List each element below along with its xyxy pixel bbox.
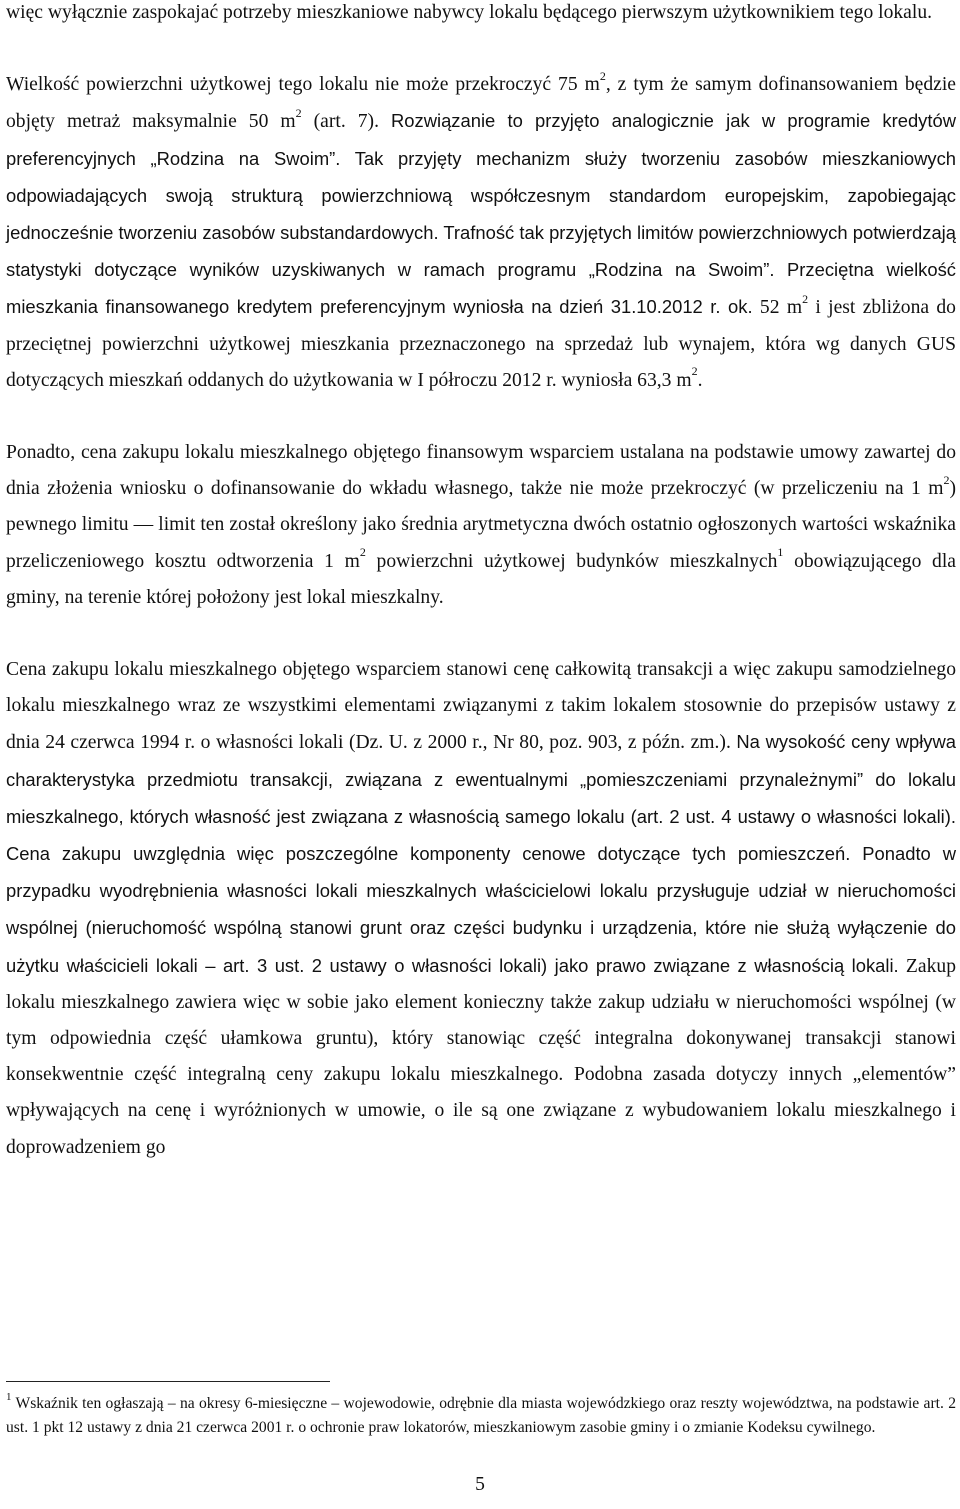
- paragraph-3-text-c: powierzchni użytkowej budynków mieszkalnych: [365, 550, 778, 572]
- paragraph-4-text-c: Zakup lokalu mieszkalnego zawiera więc w sobie jako element konieczny także zakup udziału w nieruchomości wspólnej (w tym odpowiednia część ułamkowa gruntu), który stanowiąc część integralna dokonywanej transakcji stanowi konsekwentnie część integralną ceny zakupu lokalu mieszkalnego. Podobna zasada dotyczy innych „elementów” wpływających na cenę i wyróżnionych w umowie, o ile są one związane z wybudowaniem lokalu mieszkalnego i doprowadzeniem go: [6, 955, 956, 1158]
- footnote-marker: 1: [6, 1390, 12, 1403]
- paragraph-4-text-a: Cena zakupu lokalu mieszkalnego objętego wsparciem stanowi cenę całkowitą transakcji a więc zakupu samodzielnego lokalu mieszkalnego wraz ze wszystkimi elementami związanymi z takim lokalem stosownie do przepisów ustawy z dnia 24 czerwca 1994 r. o własności lokali (Dz. U. z 2000 r., Nr 80, poz. 903, z późn. zm.).: [6, 659, 956, 754]
- paragraph-2-text-e: 52 m: [752, 297, 803, 319]
- paragraph-2-text-c: (art. 7).: [301, 111, 391, 133]
- footnote-reference[interactable]: 1: [777, 545, 784, 560]
- paragraph-3: [6, 435, 956, 616]
- paragraph-4-text-b: Na wysokość ceny wpływa charakterystyka przedmiotu transakcji, związana z ewentualnymi „pomieszczeniami przynależnymi” do lokalu mieszkalnego, których własność jest związana z własnością samego lokalu (art. 2 ust. 4 ustawy o własności lokali). Cena zakupu uwzględnia więc poszczególne komponenty cenowe dotyczące tych pomieszczeń. Ponadto w przypadku wyodrębnienia własności lokali mieszkalnych właścicielowi lokalu przysługuje udział w nieruchomości wspólnej (nieruchomość wspólną stanowi grunt oraz części budynku i urządzenia, które nie służą wyłączenie do użytku właścicieli lokali – art. 3 ust. 2 ustawy o własności lokali) jako prawo związane z własnością lokali.: [6, 731, 956, 976]
- paragraph-3-text-d: obowiązującego dla gminy, na terenie której położony jest lokal mieszkalny.: [6, 550, 956, 608]
- paragraph-2: [6, 67, 956, 399]
- paragraph-3-text-b: ) pewnego limitu — limit ten został określony jako średnia arytmetyczna dwóch ostatnio ogłoszonych wartości wskaźnika przeliczeniowego kosztu odtworzenia 1 m: [6, 478, 956, 572]
- paragraph-2-text-b: , z tym że samym dofinansowaniem będzie objęty metraż maksymalnie 50 m: [6, 74, 957, 133]
- footnote-separator: [6, 1381, 330, 1382]
- document-page: [6, 0, 956, 1166]
- superscript-squared: 2: [359, 545, 366, 560]
- footnote-text: Wskaźnik ten ogłaszają – na okresy 6-miesięczne – wojewodowie, odrębnie dla miasta wojewódzkiego oraz reszty województwa, na podstawie art. 2 ust. 1 pkt 12 ustawy z dnia 21 czerwca 2001 r. o ochronie praw lokatorów, mieszkaniowym zasobie gminy i o zmianie Kodeksu cywilnego.: [6, 1395, 956, 1436]
- paragraph-4: [6, 652, 956, 1166]
- paragraph-1-text: więc wyłącznie zaspokajać potrzeby mieszkaniowe nabywcy lokalu będącego pierwszym użytkownikiem tego lokalu.: [6, 2, 933, 23]
- superscript-squared: 2: [295, 105, 302, 120]
- paragraph-2-text-g: .: [697, 369, 703, 391]
- superscript-squared: 2: [691, 364, 698, 379]
- superscript-squared: 2: [802, 291, 809, 306]
- footnote: [6, 1392, 956, 1440]
- page-number: 5: [475, 1474, 485, 1495]
- paragraph-1: [6, 0, 956, 31]
- paragraph-2-text-a: Wielkość powierzchni użytkowej tego lokalu nie może przekroczyć 75 m: [6, 74, 600, 96]
- superscript-squared: 2: [943, 472, 950, 487]
- paragraph-2-text-f: i jest zbliżona do przeciętnej powierzchni użytkowej mieszkania przeznaczonego na sprzedaż lub wynajem, która wg danych GUS dotyczących mieszkań oddanych do użytkowania w I półroczu 2012 r. wyniosła 63,3 m: [6, 297, 956, 391]
- superscript-squared: 2: [599, 68, 606, 83]
- paragraph-3-text-a: Ponadto, cena zakupu lokalu mieszkalnego objętego finansowym wsparciem ustalana na podstawie umowy zawartej do dnia złożenia wniosku o dofinansowanie do wkładu własnego, także nie może przekroczyć (w przeliczeniu na 1 m: [6, 442, 956, 500]
- paragraph-2-text-d: Rozwiązanie to przyjęto analogicznie jak w programie kredytów preferencyjnych „Rodzina na Swoim”. Tak przyjęty mechanizm służy tworzeniu zasobów mieszkaniowych odpowiadających swoją strukturą powierzchniową współczesnym standardom europejskim, zapobiegając jednocześnie tworzeniu zasobów substandardowych. Trafność tak przyjętych limitów powierzchniowych potwierdzają statystyki dotyczące wyników uzyskiwanych w ramach programu „Rodzina na Swoim”. Przeciętna wielkość mieszkania finansowanego kredytem preferencyjnym wyniosła na dzień 31.10.2012 r. ok.: [6, 110, 956, 318]
